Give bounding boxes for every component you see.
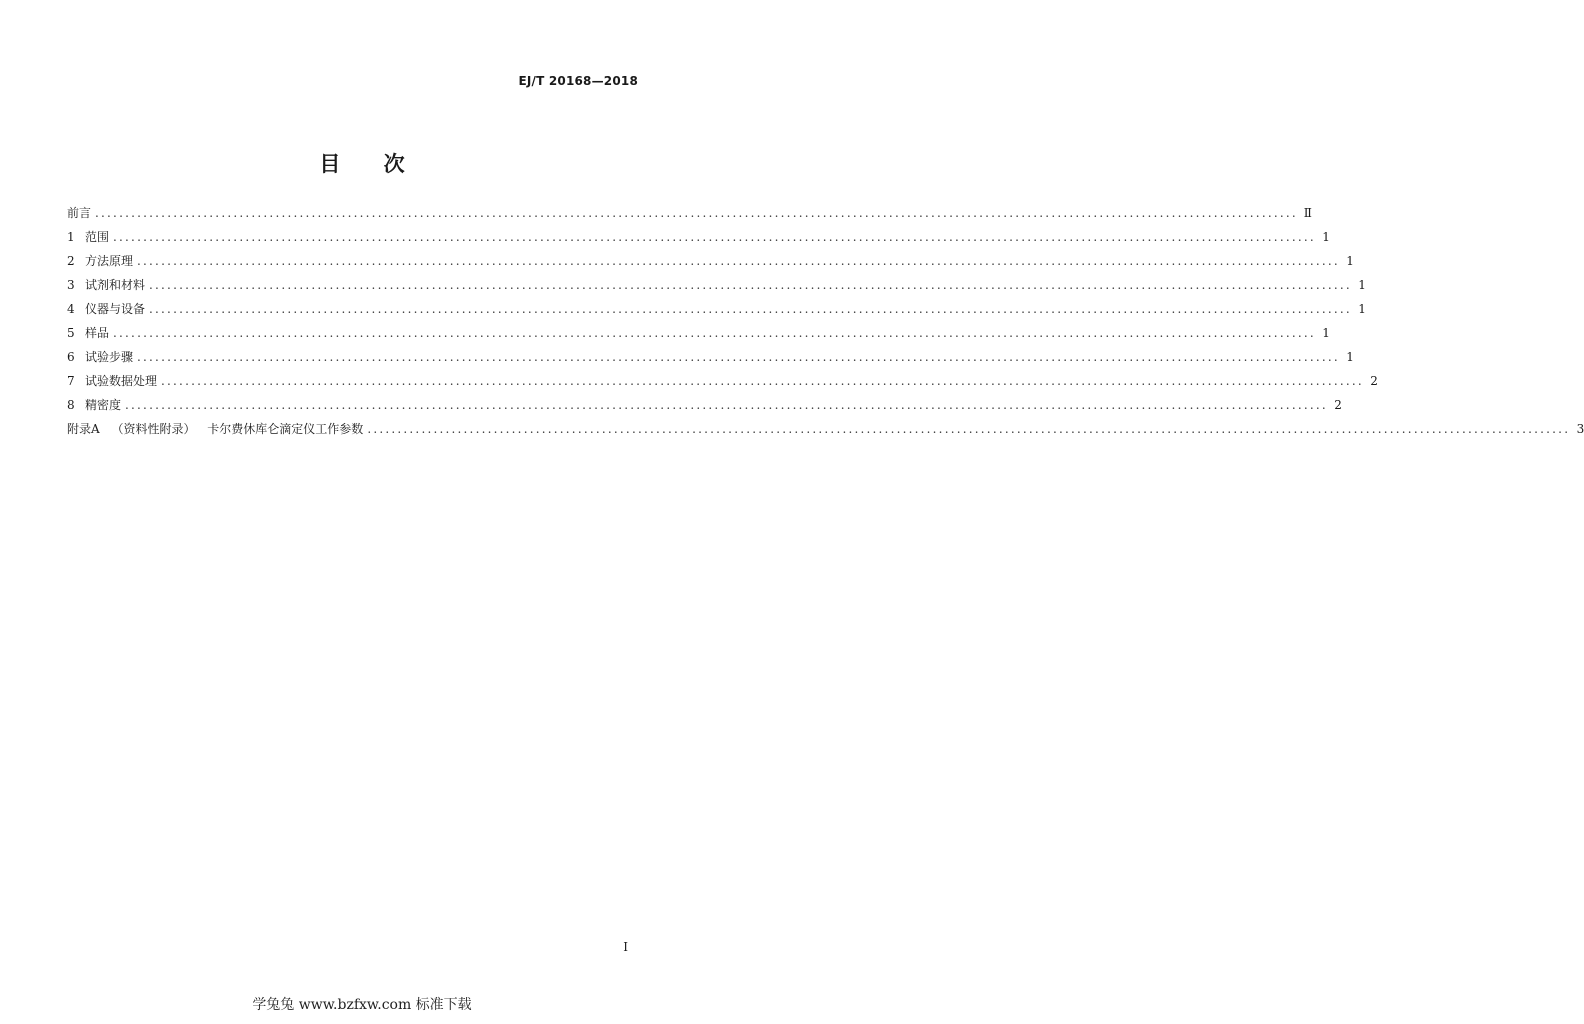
toc-entry-label: 试验数据处理 bbox=[85, 374, 158, 388]
toc-entry-label: 仪器与设备 bbox=[85, 302, 146, 316]
toc-entry-label: 方法原理 bbox=[85, 254, 134, 268]
toc-entry-foreword[interactable] bbox=[67, 204, 1312, 228]
toc-leader-dots: ........................................................................................................................................................................................................ bbox=[113, 230, 1316, 244]
toc-entry-page: 3 bbox=[1576, 422, 1584, 436]
toc-entry-5[interactable] bbox=[67, 324, 1330, 348]
toc-entry-label: 样品 bbox=[85, 326, 110, 340]
toc-entry-7[interactable] bbox=[67, 372, 1378, 396]
toc-entry-number: 4 bbox=[67, 302, 75, 316]
toc-entry-number: 7 bbox=[67, 374, 75, 388]
toc-entry-page: 1 bbox=[1358, 278, 1366, 292]
toc-leader-dots: ........................................................................................................................................................................................................ bbox=[113, 326, 1316, 340]
toc-leader-dots: ........................................................................................................................................................................................................ bbox=[137, 350, 1340, 364]
standard-code: EJ/T 20168—2018 bbox=[518, 74, 638, 88]
toc-entry-label: 试剂和材料 bbox=[85, 278, 146, 292]
toc-entry-6[interactable] bbox=[67, 348, 1354, 372]
toc-leader-dots: ........................................................................................................................................................................................................ bbox=[367, 422, 1571, 436]
toc-leader-dots: ........................................................................................................................................................................................................ bbox=[149, 302, 1352, 316]
toc-entry-page: 1 bbox=[1346, 350, 1354, 364]
toc-entry-number: 3 bbox=[67, 278, 75, 292]
toc-leader-dots: ........................................................................................................................................................................................................ bbox=[161, 374, 1364, 388]
toc-entry-3[interactable] bbox=[67, 276, 1366, 300]
toc-leader-dots: ........................................................................................................................................................................................................ bbox=[149, 278, 1352, 292]
toc-entry-page: 2 bbox=[1370, 374, 1378, 388]
toc-entry-page: 1 bbox=[1358, 302, 1366, 316]
toc-entry-page: 1 bbox=[1346, 254, 1354, 268]
toc-entry-number: 5 bbox=[67, 326, 75, 340]
toc-leader-dots: ........................................................................................................................................................................................................ bbox=[95, 206, 1298, 220]
toc-entry-label: 精密度 bbox=[85, 398, 122, 412]
page-number: Ⅰ bbox=[623, 940, 628, 954]
toc-entry-number: 8 bbox=[67, 398, 75, 412]
toc-entry-label: 试验步骤 bbox=[85, 350, 134, 364]
toc-entry-8[interactable] bbox=[67, 396, 1342, 420]
table-of-contents bbox=[67, 204, 1584, 444]
toc-entry-page: 1 bbox=[1322, 326, 1330, 340]
toc-entry-2[interactable] bbox=[67, 252, 1354, 276]
toc-entry-4[interactable] bbox=[67, 300, 1366, 324]
toc-entry-label: 前言 bbox=[67, 206, 92, 220]
toc-entry-page: Ⅱ bbox=[1303, 206, 1312, 220]
page-title: 目 次 bbox=[319, 152, 423, 176]
toc-leader-dots: ........................................................................................................................................................................................................ bbox=[137, 254, 1340, 268]
toc-entry-label: 附录A （资料性附录） 卡尔费休库仑滴定仪工作参数 bbox=[67, 422, 364, 436]
toc-entry-1[interactable] bbox=[67, 228, 1330, 252]
toc-entry-number: 1 bbox=[67, 230, 75, 244]
toc-entry-number: 2 bbox=[67, 254, 75, 268]
footer-watermark: 学兔兔 www.bzfxw.com 标准下载 bbox=[252, 997, 472, 1013]
toc-entry-annex-a[interactable] bbox=[67, 420, 1584, 444]
toc-entry-page: 1 bbox=[1322, 230, 1330, 244]
toc-leader-dots: ........................................................................................................................................................................................................ bbox=[125, 398, 1328, 412]
toc-entry-number: 6 bbox=[67, 350, 75, 364]
toc-entry-label: 范围 bbox=[85, 230, 110, 244]
toc-entry-page: 2 bbox=[1334, 398, 1342, 412]
